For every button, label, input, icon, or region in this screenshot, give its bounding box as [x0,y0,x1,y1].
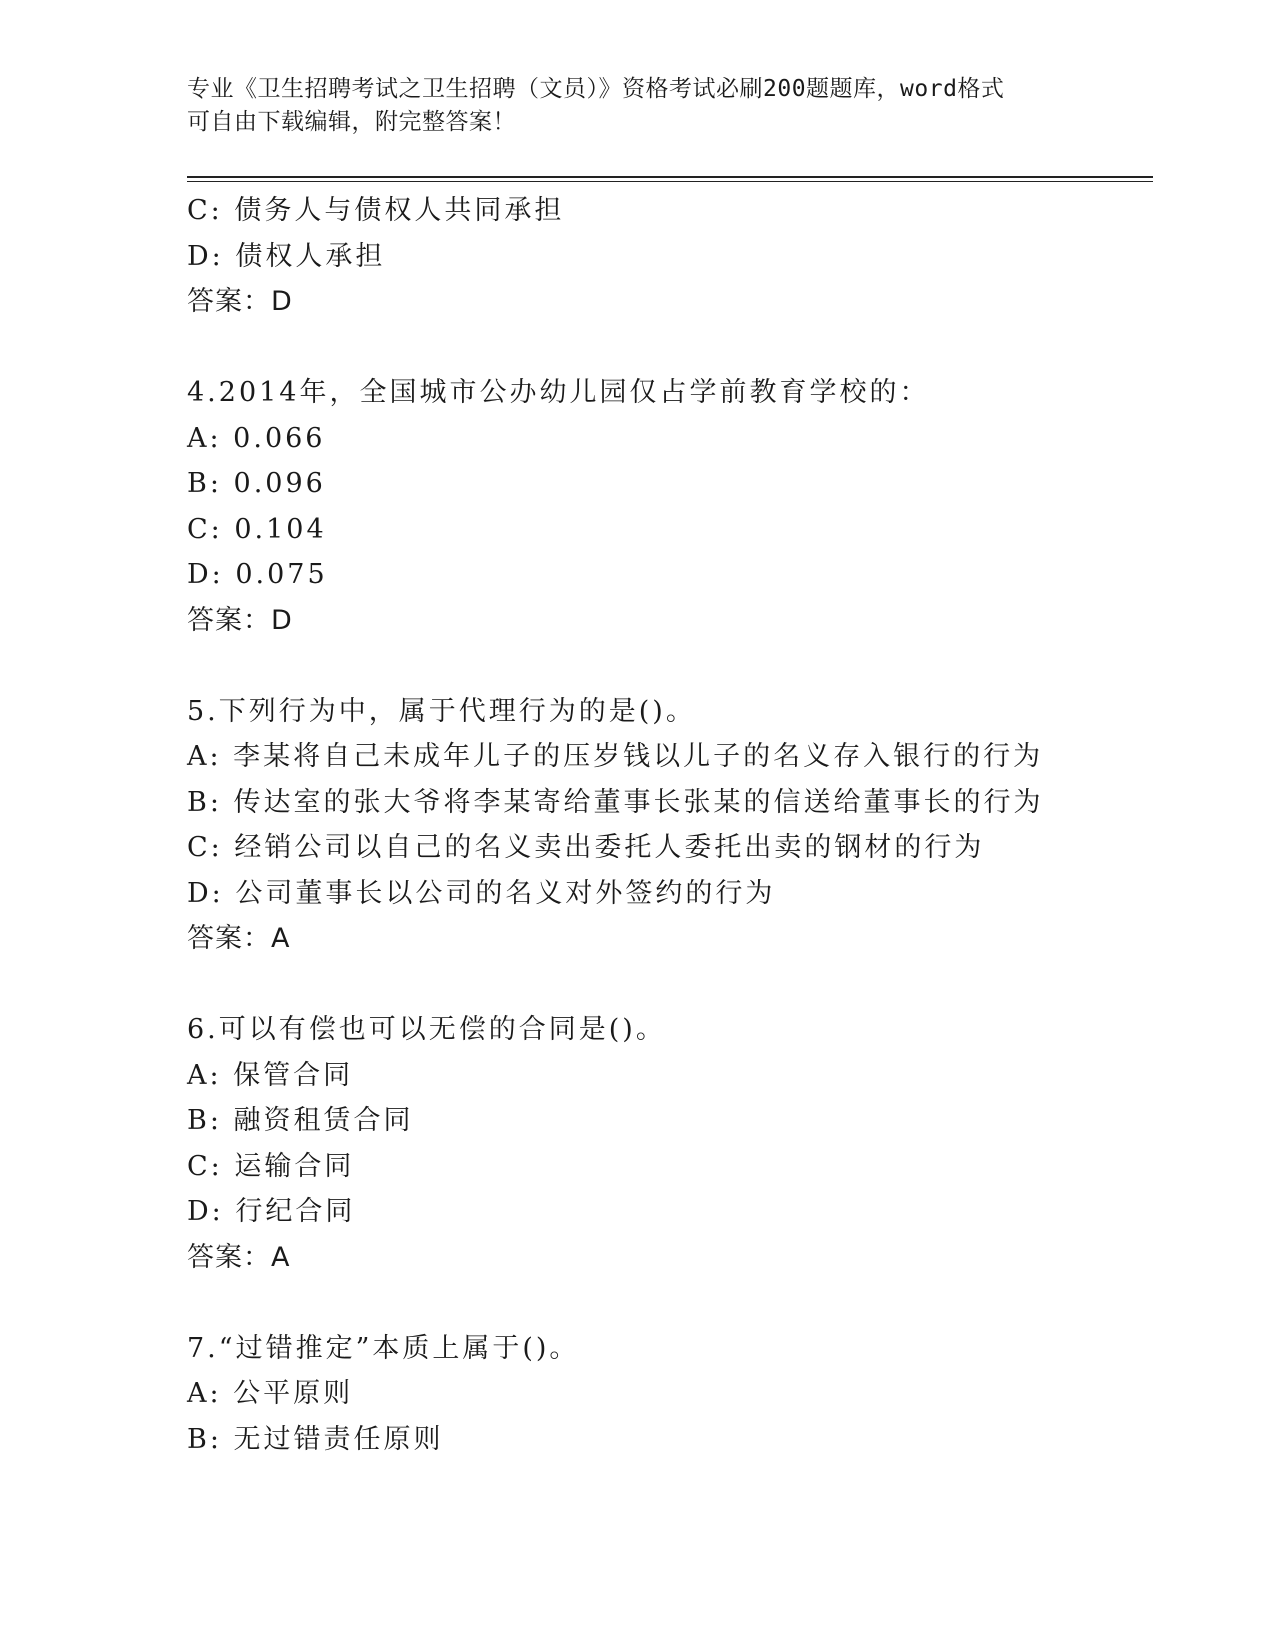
document-body [187,188,1147,1462]
option-b: B: 融资租赁合同 [187,1105,414,1136]
spacer [187,325,1147,371]
question-4 [187,370,1147,643]
spacer [187,962,1147,1008]
option-b: B: 传达室的张大爷将李某寄给董事长张某的信送给董事长的行为 [187,786,1044,818]
option-a: A: 李某将自己未成年儿子的压岁钱以儿子的名义存入银行的行为 [187,741,1044,772]
header-rule-thin [187,181,1153,182]
option-c: C: 经销公司以自己的名义卖出委托人委托出卖的钢材的行为 [187,832,985,863]
spacer [187,643,1147,689]
option-d: D: 公司董事长以公司的名义对外签约的行为 [187,877,776,909]
option-c: C: 运输合同 [187,1150,355,1182]
question-stem: 7.“过错推定”本质上属于()。 [187,1332,580,1364]
option-b: B: 0.096 [187,468,326,499]
spacer [187,1280,1147,1326]
question-3-continued [187,188,1147,325]
answer: 答案：A [187,923,291,954]
header-title-line-1: 专业《卫生招聘考试之卫生招聘（文员）》资格考试必刷200题题库，word格式 [187,76,1005,102]
question-5 [187,689,1147,962]
question-6 [187,1007,1147,1280]
question-stem: 4.2014年，全国城市公办幼儿园仅占学前教育学校的： [187,377,930,408]
option-a: A: 保管合同 [187,1059,354,1091]
option-c: C: 0.104 [187,513,327,545]
header-rule-thick [187,176,1153,178]
option-c: C: 债务人与债权人共同承担 [187,195,565,226]
option-a: A: 公平原则 [187,1378,354,1409]
question-stem: 5.下列行为中，属于代理行为的是()。 [187,695,696,727]
option-d: D: 行纪合同 [187,1196,356,1227]
option-d: D: 0.075 [187,559,328,590]
question-stem: 6.可以有偿也可以无偿的合同是()。 [187,1014,666,1045]
question-7 [187,1326,1147,1463]
header-title-line-2: 可自由下载编辑，附完整答案！ [187,109,516,135]
page-header [187,73,1087,139]
option-a: A: 0.066 [187,422,326,454]
answer: 答案：D [187,286,293,317]
answer: 答案：D [187,604,293,636]
option-b: B: 无过错责任原则 [187,1423,444,1455]
answer: 答案：A [187,1241,291,1273]
option-d: D: 债权人承担 [187,240,386,272]
